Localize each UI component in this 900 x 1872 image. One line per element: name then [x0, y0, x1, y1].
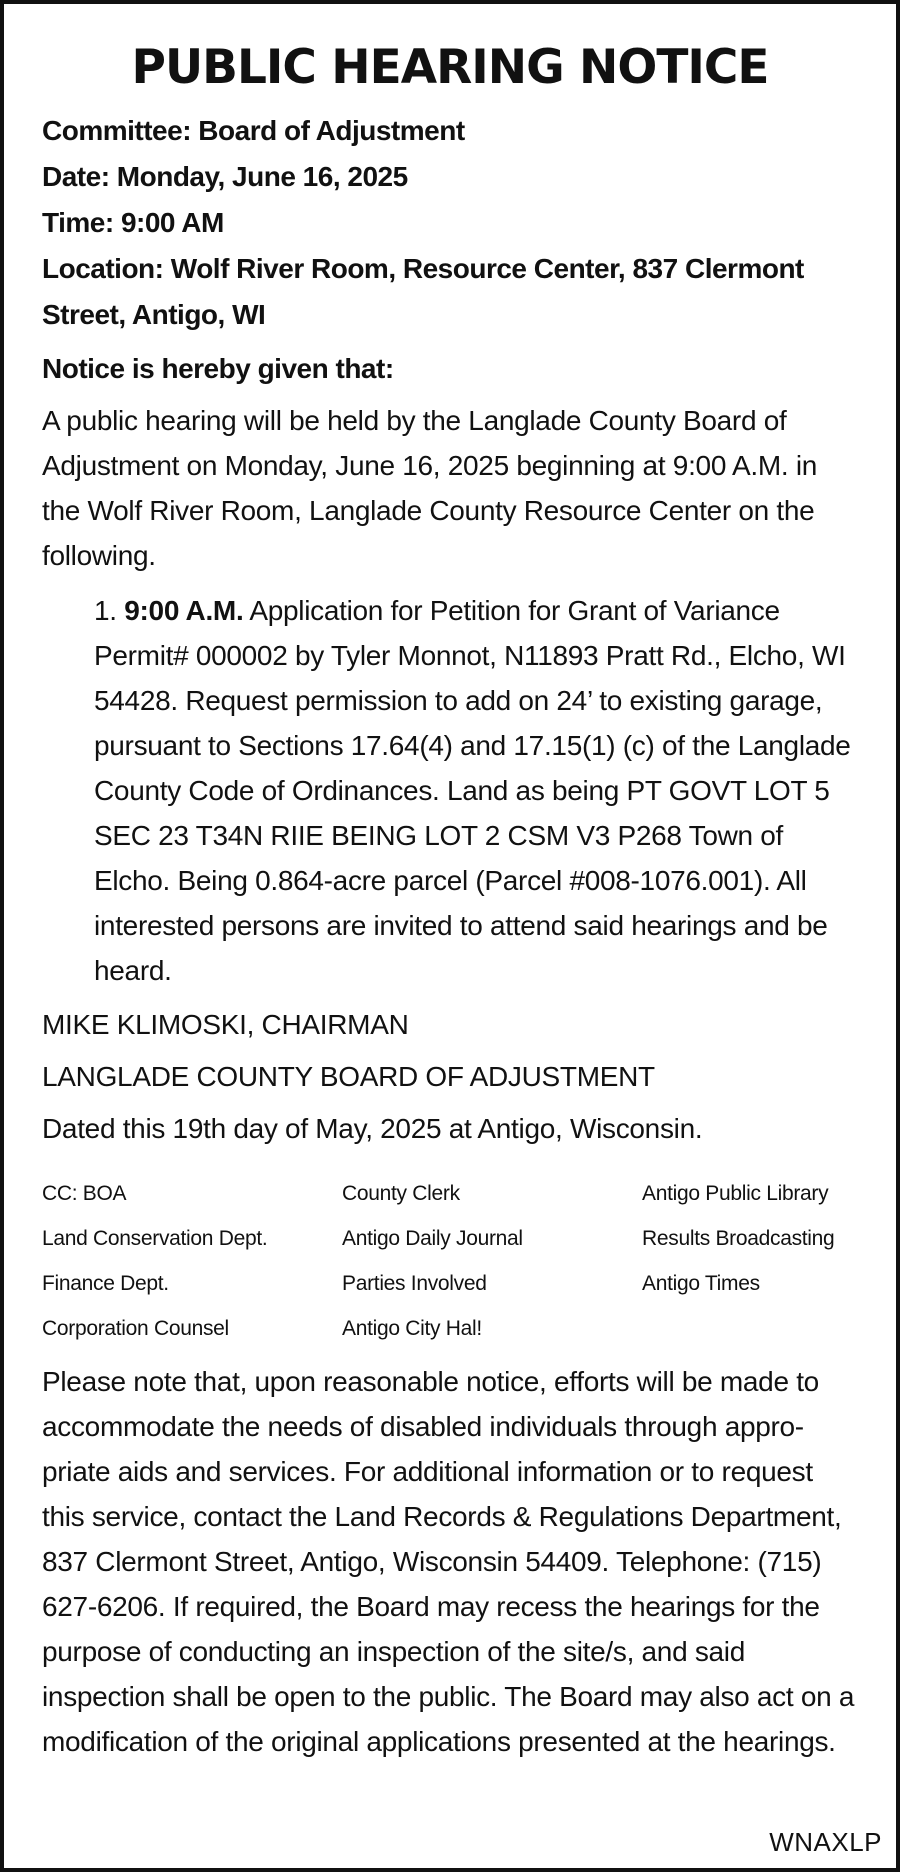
intro-paragraph: A public hearing will be held by the Langlade County Board of Adjustment on Monday, June 16, 2025 beginning at 9:00 A.M. in the Wolf River Room, Langlade County Resource Center on the following.	[42, 405, 818, 571]
agenda-item	[94, 588, 858, 993]
cc-item: Parties Involved	[342, 1272, 487, 1295]
cc-item: Antigo Public Library	[642, 1182, 829, 1205]
meeting-details	[42, 108, 858, 338]
dated-line: Dated this 19th day of May, 2025 at Antigo, Wisconsin.	[42, 1113, 703, 1144]
item-number: 1.	[94, 595, 117, 626]
cc-item: County Clerk	[342, 1182, 460, 1205]
board-name: LANGLADE COUNTY BOARD OF ADJUSTMENT	[42, 1061, 655, 1092]
cc-item: Results Broadcasting	[642, 1227, 835, 1250]
cc-item: Corporation Counsel	[42, 1317, 229, 1340]
publication-code: WNAXLP	[769, 1827, 882, 1857]
notice-lead: Notice is hereby given that:	[42, 353, 394, 384]
item-time: 9:00 A.M.	[124, 595, 244, 626]
accessibility-paragraph: Please note that, upon reasonable notice, efforts will be made to accommodate the needs of disabled individuals through appro-priate aids and services. For additional information or to request this service, contact the Land Records & Regulations Department, 837 Clermont Street, Antigo, Wisconsin 54409. Telephone: (715) 627-6206. If required, the Board may recess the hearings for the purpose of conducting an inspection of the site/s, and said inspection shall be open to the public. The Board may also act on a modification of the original applications presented at the hearings.	[42, 1366, 855, 1757]
location-line: Location: Wolf River Room, Resource Center, 837 Clermont	[42, 253, 804, 284]
location-line-continued: Street, Antigo, WI	[42, 299, 266, 330]
time-line: Time: 9:00 AM	[42, 207, 224, 238]
cc-item: Finance Dept.	[42, 1272, 169, 1295]
chairman-name: MIKE KLIMOSKI, CHAIRMAN	[42, 1009, 409, 1040]
cc-item: Land Conservation Dept.	[42, 1227, 268, 1250]
cc-list	[42, 1171, 858, 1351]
notice-title: PUBLIC HEARING NOTICE	[131, 40, 769, 95]
cc-item: Antigo City Hal!	[342, 1317, 482, 1340]
cc-item: Antigo Daily Journal	[342, 1227, 523, 1250]
cc-item	[642, 1306, 900, 1351]
cc-item: CC: BOA	[42, 1182, 127, 1205]
cc-item: Antigo Times	[642, 1272, 760, 1295]
item-text: Application for Petition for Grant of Variance Permit# 000002 by Tyler Monnot, N11893 Pratt Rd., Elcho, WI 54428. Request permission to add on 24’ to existing garage, pursuant to Sections 17.64(4) and 17.15(1) (c) of the Langlade County Code of Ordinances. Land as being PT GOVT LOT 5 SEC 23 T34N RIIE BEING LOT 2 CSM V3 P268 Town of Elcho. Being 0.864-acre parcel (Parcel #008-1076.001). All interested persons are invited to attend said hearings and be heard.	[94, 595, 851, 986]
committee-line: Committee: Board of Adjustment	[42, 115, 465, 146]
date-line: Date: Monday, June 16, 2025	[42, 161, 408, 192]
